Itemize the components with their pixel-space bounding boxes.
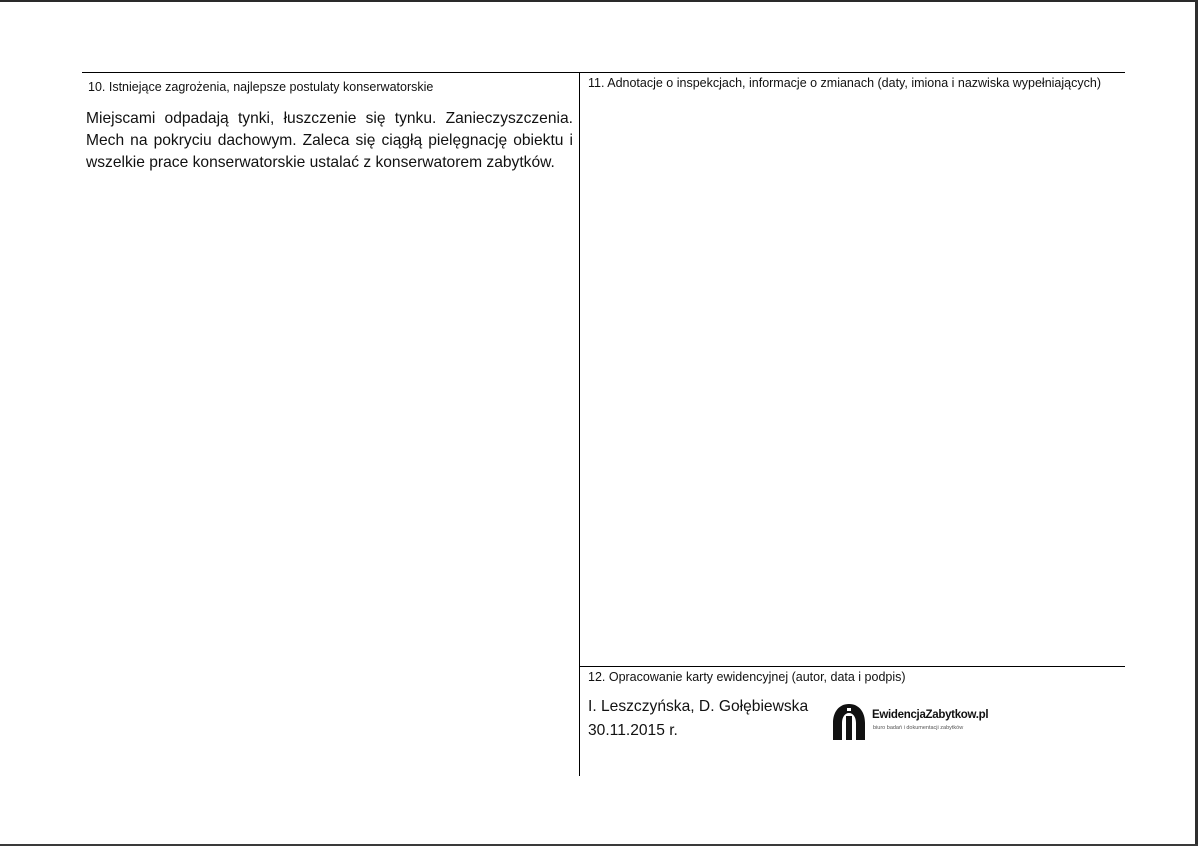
- section-11-label: 11. Adnotacje o inspekcjach, informacje o zmianach (daty, imiona i nazwiska wypełniających): [588, 76, 1101, 90]
- section-10-top-rule: [82, 72, 580, 73]
- stamp-tagline: biuro badań i dokumentacji zabytków: [873, 725, 964, 731]
- section-12-top-rule: [580, 666, 1125, 667]
- section-12-authors: I. Leszczyńska, D. Gołębiewska: [588, 698, 809, 715]
- section-12-date: 30.11.2015 r.: [588, 722, 678, 739]
- scan-edge-top: [0, 0, 1198, 2]
- column-divider: [579, 72, 580, 776]
- section-10-label: 10. Istniejące zagrożenia, najlepsze postulaty konserwatorskie: [88, 80, 434, 94]
- company-stamp: [832, 703, 1002, 743]
- section-12-label: 12. Opracowanie karty ewidencyjnej (autor, data i podpis): [588, 670, 906, 684]
- stamp-name: EwidencjaZabytkow.pl: [872, 709, 989, 721]
- section-10-body: Miejscami odpadają tynki, łuszczenie się tynku. Zanieczyszczenia. Mech na pokryciu dachowym. Zaleca się ciągłą pielęgnację obiektu i wszelkie prace konserwatorskie ustalać z konserwatorem zabytków.: [86, 110, 573, 171]
- section-11-top-rule: [580, 72, 1125, 73]
- stamp-logo-icon: [832, 703, 866, 741]
